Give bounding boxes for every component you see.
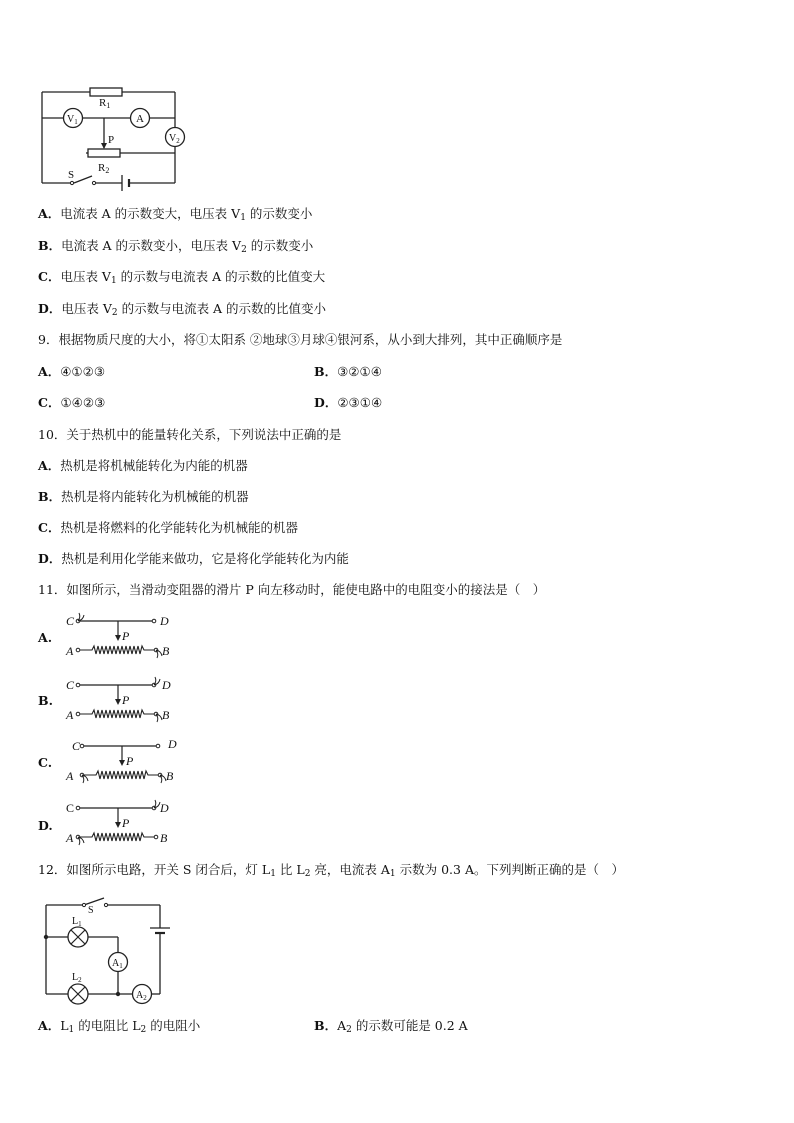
svg-text:B: B — [162, 644, 170, 658]
q11-option-a-label: A. — [38, 630, 53, 645]
q12-option-b: B．$A_2$ 的示数可能是 0.2 A — [314, 1018, 468, 1035]
svg-text:D: D — [160, 801, 169, 815]
q8-v2-label: V — [169, 133, 177, 144]
svg-text:D: D — [168, 737, 177, 751]
svg-text:D: D — [160, 614, 169, 628]
q11-stem: 11．如图所示，当滑动变阻器的滑片 P 向左移动时，能使电路中的电阻变小的接法是（ ） — [38, 582, 546, 597]
q8-r2-label: R — [98, 162, 106, 174]
q10-option-a: A．热机是将机械能转化为内能的机器 — [38, 458, 248, 473]
svg-text:P: P — [126, 754, 134, 768]
svg-text:R1: R1 — [99, 97, 111, 110]
q8-ammeter-label: A — [136, 113, 144, 125]
svg-text:B: B — [162, 708, 170, 722]
q8-option-b: B．电流表 A 的示数变小，电压表 $V_2$ 的示数变小 — [38, 238, 314, 255]
svg-text:C: C — [72, 739, 81, 753]
svg-text:B: B — [166, 769, 174, 783]
svg-text:A: A — [66, 644, 74, 658]
q10-option-c: C．热机是将燃料的化学能转化为机械能的机器 — [38, 520, 298, 535]
svg-text:A2: $A_2$ — [136, 990, 147, 1002]
q12-lamp-l1 — [68, 927, 88, 947]
q9-option-b: B．③②①④ — [314, 364, 382, 379]
svg-text:V1: $V_1$ — [67, 114, 78, 126]
q12-a1-label: A — [112, 958, 120, 969]
svg-text:P: P — [122, 693, 130, 707]
svg-text:A: A — [66, 831, 74, 845]
q12-l1-label: L — [72, 916, 79, 927]
svg-text:L2: $L_2$ — [72, 972, 82, 984]
q9-option-c: C．①④②③ — [38, 395, 106, 410]
q11-option-d-label: D. — [38, 818, 53, 833]
q8-option-c: C．电压表 $V_1$ 的示数与电流表 A 的示数的比值变大 — [38, 269, 326, 286]
q12-l2-label: L — [72, 972, 79, 983]
svg-text:C: C — [66, 614, 75, 628]
svg-text:C: C — [66, 801, 75, 815]
q8-option-d: D．电压表 $V_2$ 的示数与电流表 A 的示数的比值变小 — [38, 301, 327, 318]
q10-stem: 10．关于热机中的能量转化关系，下列说法中正确的是 — [38, 427, 342, 442]
svg-text:P: P — [122, 816, 130, 830]
svg-text:C: C — [66, 678, 75, 692]
svg-text:B: B — [160, 831, 168, 845]
svg-text:L1: $L_1$ — [72, 916, 82, 928]
q8-v1-label: V — [67, 114, 75, 125]
q12-lamp-l2 — [68, 984, 88, 1004]
svg-text:A1: $A_1$ — [112, 958, 123, 970]
svg-text:A: A — [66, 708, 74, 722]
q12-option-a: A．$L_1$ 的电阻比 $L_2$ 的电阻小 — [38, 1018, 201, 1035]
q12-switch-label: S — [88, 905, 94, 916]
q11-option-c-label: C. — [38, 755, 53, 770]
svg-text:D: D — [162, 678, 171, 692]
q12-stem: 12．如图所示电路，开关 S 闭合后，灯 $L_1$ 比 $L_2$ 亮，电流表 $A_1$ 示数为 0.3 A。下列判断正确的是（ ） — [38, 862, 624, 879]
svg-text:R2: R2 — [98, 162, 110, 175]
q8-slider-label: P — [108, 134, 115, 146]
q9-stem: 9．根据物质尺度的大小，将①太阳系 ②地球③月球④银河系，从小到大排列，其中正确顺序是 — [38, 332, 563, 347]
q8-r1-label: R — [99, 97, 107, 109]
q8-switch-label: S — [68, 169, 75, 181]
q10-option-d: D．热机是利用化学能来做功，它是将化学能转化为内能 — [38, 551, 349, 566]
q11-option-b-label: B. — [38, 693, 53, 708]
q9-option-d: D．②③①④ — [314, 395, 383, 410]
svg-text:A: A — [66, 769, 74, 783]
q8-option-a: A．电流表 A 的示数变大，电压表 $V_1$ 的示数变小 — [38, 206, 313, 223]
q12-a2-label: A — [136, 990, 144, 1001]
q9-option-a: A．④①②③ — [38, 364, 106, 379]
q10-option-b: B．热机是将内能转化为机械能的机器 — [38, 489, 249, 504]
svg-text:V2: $V_2$ — [169, 133, 180, 145]
svg-text:P: P — [122, 629, 130, 643]
